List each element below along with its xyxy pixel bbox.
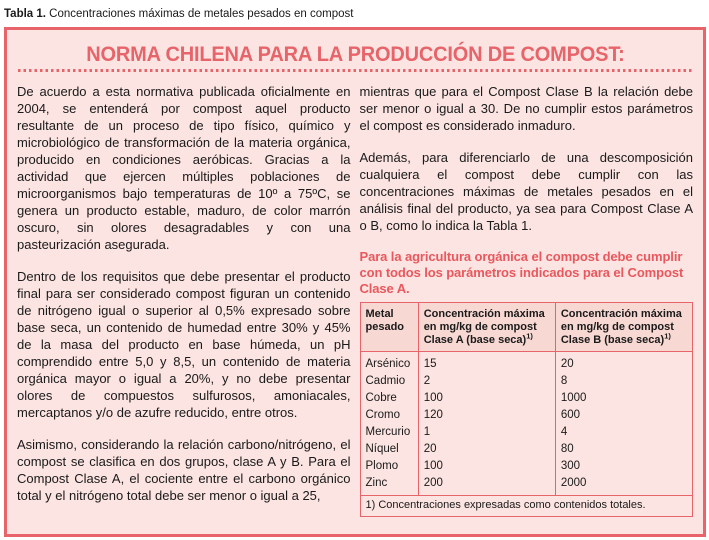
- footnote-marker: 1): [664, 331, 671, 341]
- cell-clase-b: 600: [555, 407, 692, 424]
- table-footnote: 1) Concentraciones expresadas como contenidos totales.: [360, 496, 693, 517]
- paragraph-clase-b: mientras que para el Compost Clase B la relación debe ser menor o igual a 30. De no cumplir estos parámetros el compost es considerado inmaduro.: [359, 84, 693, 133]
- col-header-clase-b: Concentración máxima en mg/kg de compost Clase B (base seca)$^{1)}$: [555, 303, 692, 352]
- cell-metal: Cromo: [365, 409, 401, 421]
- cell-clase-a: 1: [418, 424, 555, 441]
- cell-clase-b: 1000: [555, 390, 692, 407]
- cell-clase-b: 2000: [555, 475, 692, 496]
- cell-metal: Arsénico: [365, 358, 411, 370]
- table-caption: [0, 0, 709, 27]
- norma-box: [4, 27, 706, 537]
- box-title: [17, 42, 693, 66]
- table-row: [360, 441, 693, 458]
- cell-clase-a: 200: [418, 475, 555, 496]
- cell-clase-a: 120: [418, 407, 555, 424]
- right-column: [360, 83, 694, 519]
- cell-metal: Cadmio: [365, 375, 406, 387]
- highlight-organic-note: Para la agricultura orgánica el compost debe cumplir con todos los parámetros indicados para el Compost Clase A.: [359, 249, 684, 296]
- cell-metal: Zinc: [365, 477, 388, 489]
- table-row: [360, 458, 693, 475]
- two-column-text: [17, 83, 693, 519]
- col-header-clase-a: Concentración máxima en mg/kg de compost Clase A (base seca)$^{1)}$: [418, 303, 555, 352]
- cell-clase-b: 20: [555, 352, 692, 374]
- cell-clase-a: 100: [418, 458, 555, 475]
- dotted-divider: [18, 69, 692, 72]
- table-header-row: [360, 303, 693, 352]
- paragraph-requisitos: Dentro de los requisitos que debe presentar el producto final para ser considerado compost figuran un contenido de nitrógeno igual o superior al 0,5% expresado sobre base seca, un contenido de humedad entre 30% y 45% de la masa del producto en base húmeda, un pH comprendido entre 5,0 y 8,5, un contenido de materia orgánica mayor o igual a 20%, y no debe presentar olores de compuestos sulfurosos, amoniacales, mercaptanos y/o de azufre reducido, entre otros.: [17, 269, 351, 420]
- paragraph-metales: Además, para diferenciarlo de una descomposición cualquiera el compost debe cumplir con las concentraciones máximas de metales pesados en el análisis final del producto, ya sea para Compost Clase A o B, como lo indica la Tabla 1.: [359, 150, 693, 233]
- cell-clase-a: 15: [418, 352, 555, 374]
- table-row: [360, 352, 693, 374]
- caption-text: Concentraciones máximas de metales pesados en compost: [45, 8, 354, 20]
- cell-metal: Plomo: [365, 460, 399, 472]
- table-row: [360, 373, 693, 390]
- cell-metal: Níquel: [365, 443, 399, 455]
- table-row: [360, 475, 693, 496]
- cell-clase-b: 4: [555, 424, 692, 441]
- cell-clase-b: 80: [555, 441, 692, 458]
- table-row: [360, 390, 693, 407]
- cell-metal: Cobre: [365, 392, 397, 404]
- footnote-marker: 1): [526, 331, 533, 341]
- cell-clase-a: 2: [418, 373, 555, 390]
- table-footnote-row: [360, 496, 693, 517]
- table-row: [360, 407, 693, 424]
- cell-metal: Mercurio: [365, 426, 411, 438]
- table-row: [360, 424, 693, 441]
- left-column: [17, 83, 351, 519]
- cell-clase-b: 8: [555, 373, 692, 390]
- col-header-metal: Metal pesado: [360, 303, 418, 352]
- cell-clase-a: 100: [418, 390, 555, 407]
- paragraph-relacion-cn: Asimismo, considerando la relación carbono/nitrógeno, el compost se clasifica en dos grupos, clase A y B. Para el Compost Clase A, el cociente entre el carbono orgánico total y el nitrógeno total debe ser menor o igual a 25,: [17, 437, 351, 503]
- paragraph-intro: De acuerdo a esta normativa publicada oficialmente en 2004, se entenderá por compost aquel producto resultante de un proceso de tipo físico, químico y microbiológico de transformación de la materia orgánica, producido en condiciones aeróbicas. Gracias a la actividad que ejercen múltiples poblaciones de microorganismos bajo temperaturas de 10º a 75ºC, se genera un producto estable, maduro, de color marrón oscuro, sin olores desagradables y con una pasteurización asegurada.: [17, 84, 351, 252]
- box-title-text: NORMA CHILENA PARA LA PRODUCCIÓN DE COMPOST:: [85, 42, 625, 66]
- cell-clase-b: 300: [555, 458, 692, 475]
- metales-table: [360, 302, 694, 517]
- caption-label: Tabla 1.: [4, 8, 46, 20]
- cell-clase-a: 20: [418, 441, 555, 458]
